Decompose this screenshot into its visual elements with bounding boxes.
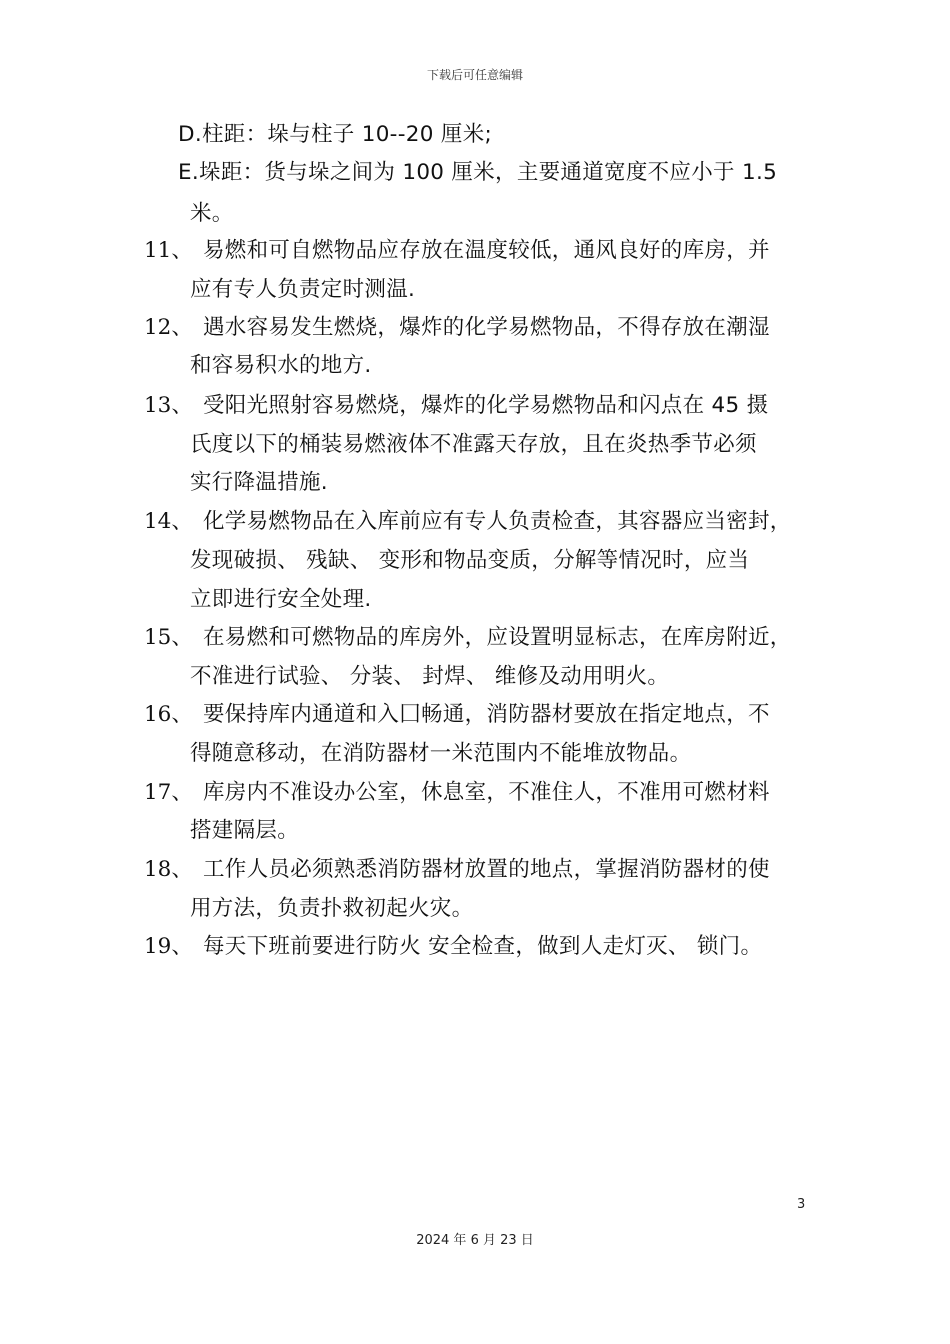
footer-date: 2024 年 6 月 23 日 [416, 1233, 534, 1248]
item-18-number: 18、 [144, 857, 193, 882]
sub-item-e-line-2: 米。 [190, 201, 234, 226]
item-14-line-3: 立即进行安全处理. [190, 587, 372, 612]
item-14-line-1: 化学易燃物品在入库前应有专人负责检查，其容器应当密封， [203, 509, 792, 534]
sub-item-e-line-1: E.垛距：货与垛之间为 100 厘米，主要通道宽度不应小于 1.5 [178, 160, 778, 185]
item-19-number: 19、 [144, 934, 193, 959]
page-number: 3 [797, 1197, 806, 1212]
item-17-number: 17、 [144, 780, 193, 805]
item-13-line-2: 氏度以下的桶装易燃液体不准露天存放，且在炎热季节必须 [190, 432, 757, 457]
item-17-line-1: 库房内不准设办公室，休息室，不准住人，不准用可燃材料 [203, 780, 770, 805]
item-13-number: 13、 [144, 393, 193, 418]
header-note: 下载后可任意编辑 [426, 68, 523, 82]
item-14-line-2: 发现破损、 残缺、 变形和物品变质，分解等情况时，应当 [190, 548, 750, 573]
item-18-line-1: 工作人员必须熟悉消防器材放置的地点，掌握消防器材的使 [203, 857, 770, 882]
item-15-line-2: 不准进行试验、 分装、 封焊、 维修及动用明火。 [190, 664, 670, 689]
item-11-line-2: 应有专人负责定时测温. [190, 277, 416, 302]
item-11-line-1: 易燃和可自燃物品应存放在温度较低，通风良好的库房，并 [203, 238, 770, 263]
item-12-line-1: 遇水容易发生燃烧，爆炸的化学易燃物品，不得存放在潮湿 [203, 315, 770, 340]
item-12-number: 12、 [144, 315, 193, 340]
item-15-number: 15、 [144, 625, 193, 650]
item-12-line-2: 和容易积水的地方. [190, 353, 372, 378]
item-19-line-1: 每天下班前要进行防火 安全检查，做到人走灯灭、 锁门。 [203, 934, 763, 959]
item-13-line-3: 实行降温措施. [190, 470, 328, 495]
item-16-line-1: 要保持库内通道和入囗畅通，消防器材要放在指定地点，不 [203, 702, 770, 727]
sub-item-d-line-1: D.柱距：垛与柱子 10--20 厘米; [178, 122, 493, 147]
item-15-line-1: 在易燃和可燃物品的库房外，应设置明显标志，在库房附近， [203, 625, 792, 650]
item-13-line-1: 受阳光照射容易燃烧，爆炸的化学易燃物品和闪点在 45 摄 [203, 393, 769, 418]
item-18-line-2: 用方法，负责扑救初起火灾。 [190, 896, 474, 921]
item-16-number: 16、 [144, 702, 193, 727]
item-14-number: 14、 [144, 509, 193, 534]
item-17-line-2: 搭建隔层。 [190, 818, 300, 843]
item-16-line-2: 得随意移动，在消防器材一米范围内不能堆放物品。 [190, 741, 692, 766]
item-11-number: 11、 [144, 238, 193, 263]
